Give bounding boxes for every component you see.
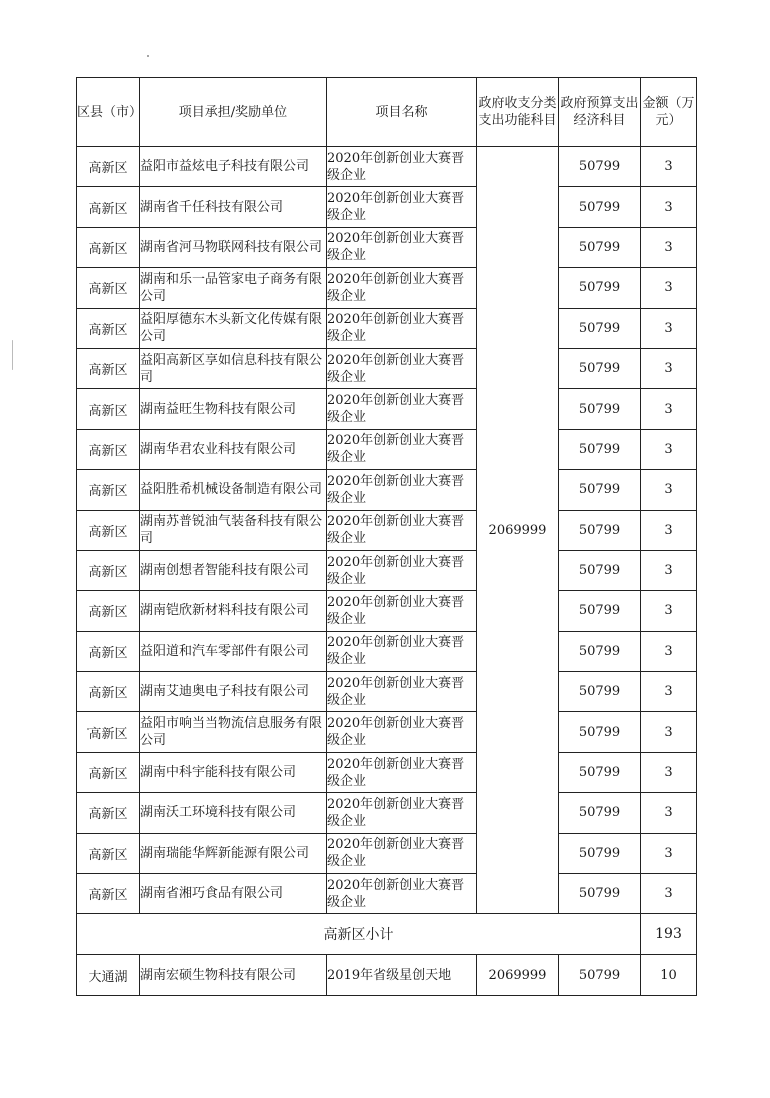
district-cell: 高新区 (77, 268, 140, 308)
table-row (77, 550, 697, 590)
district-cell: 高新区 (77, 631, 140, 671)
unit-cell: 湖南铠欣新材料科技有限公司 (140, 591, 327, 631)
table-row (77, 793, 697, 833)
table-row (77, 470, 697, 510)
table-row (77, 268, 697, 308)
district-cell: 高新区 (77, 227, 140, 267)
econ-code-cell: 50799 (559, 550, 641, 590)
econ-code-cell: 50799 (559, 712, 641, 752)
subtotal-row (77, 914, 697, 955)
amount-cell: 3 (641, 510, 697, 550)
district-cell: 高新区 (77, 874, 140, 914)
table-row (77, 187, 697, 227)
unit-cell: 湖南省湘巧食品有限公司 (140, 874, 327, 914)
district-cell: 高新区 (77, 672, 140, 712)
econ-code-cell: 50799 (559, 308, 641, 348)
table-row (77, 429, 697, 469)
header-row (77, 78, 697, 147)
econ-code-cell: 50799 (559, 268, 641, 308)
func-code-merged-cell: 2069999 (477, 147, 559, 914)
district-cell: 高新区 (77, 470, 140, 510)
unit-cell: 湖南华君农业科技有限公司 (140, 429, 327, 469)
project-cell: 2020年创新创业大赛晋级企业 (327, 187, 477, 227)
unit-cell: 湖南宏硕生物科技有限公司 (140, 955, 327, 996)
unit-cell: 湖南沃工环境科技有限公司 (140, 793, 327, 833)
econ-code-cell: 50799 (559, 672, 641, 712)
district-cell: 大通湖 (77, 955, 140, 996)
project-cell: 2020年创新创业大赛晋级企业 (327, 793, 477, 833)
project-cell: 2020年创新创业大赛晋级企业 (327, 591, 477, 631)
econ-code-cell: 50799 (559, 874, 641, 914)
table-row (77, 672, 697, 712)
project-cell: 2020年创新创业大赛晋级企业 (327, 147, 477, 187)
amount-cell: 3 (641, 187, 697, 227)
district-cell: 高新区 (77, 389, 140, 429)
unit-cell: 益阳胜希机械设备制造有限公司 (140, 470, 327, 510)
project-cell: 2020年创新创业大赛晋级企业 (327, 752, 477, 792)
district-cell: 高新区 (77, 348, 140, 388)
header-unit: 项目承担/奖励单位 (140, 78, 327, 147)
econ-code-cell: 50799 (559, 752, 641, 792)
table-row (77, 712, 697, 752)
project-cell: 2020年创新创业大赛晋级企业 (327, 510, 477, 550)
unit-cell: 湖南省河马物联网科技有限公司 (140, 227, 327, 267)
unit-cell: 益阳高新区享如信息科技有限公司 (140, 348, 327, 388)
unit-cell: 湖南省千任科技有限公司 (140, 187, 327, 227)
funding-table (76, 77, 697, 996)
unit-cell: 湖南中科宇能科技有限公司 (140, 752, 327, 792)
amount-cell: 3 (641, 550, 697, 590)
district-cell: 高新区 (77, 308, 140, 348)
district-cell: 高新区 (77, 833, 140, 873)
subtotal-label: 高新区小计 (77, 914, 641, 955)
unit-cell: 益阳市益炫电子科技有限公司 (140, 147, 327, 187)
project-cell: 2020年创新创业大赛晋级企业 (327, 712, 477, 752)
amount-cell: 3 (641, 874, 697, 914)
project-cell: 2020年创新创业大赛晋级企业 (327, 672, 477, 712)
econ-code-cell: 50799 (559, 793, 641, 833)
table-row (77, 348, 697, 388)
amount-cell: 3 (641, 308, 697, 348)
amount-cell: 3 (641, 147, 697, 187)
district-cell: 高新区 (77, 429, 140, 469)
header-project: 项目名称 (327, 78, 477, 147)
header-econ-code: 政府预算支出经济科目 (559, 78, 641, 147)
header-amount: 金额（万元） (641, 78, 697, 147)
econ-code-cell: 50799 (559, 510, 641, 550)
table-row (77, 308, 697, 348)
project-cell: 2020年创新创业大赛晋级企业 (327, 550, 477, 590)
project-cell: 2020年创新创业大赛晋级企业 (327, 268, 477, 308)
district-cell: 高新区 (77, 187, 140, 227)
econ-code-cell: 50799 (559, 955, 641, 996)
project-cell: 2020年创新创业大赛晋级企业 (327, 874, 477, 914)
project-cell: 2020年创新创业大赛晋级企业 (327, 631, 477, 671)
table-row (77, 510, 697, 550)
econ-code-cell: 50799 (559, 147, 641, 187)
econ-code-cell: 50799 (559, 429, 641, 469)
unit-cell: 湖南和乐一品管家电子商务有限公司 (140, 268, 327, 308)
amount-cell: 3 (641, 470, 697, 510)
econ-code-cell: 50799 (559, 389, 641, 429)
amount-cell: 3 (641, 712, 697, 752)
table-row (77, 147, 697, 187)
table-row (77, 955, 697, 996)
unit-cell: 湖南创想者智能科技有限公司 (140, 550, 327, 590)
econ-code-cell: 50799 (559, 631, 641, 671)
district-cell: 高新区 (77, 510, 140, 550)
unit-cell: 益阳市响当当物流信息服务有限公司 (140, 712, 327, 752)
project-cell: 2020年创新创业大赛晋级企业 (327, 429, 477, 469)
table-body (77, 147, 697, 996)
project-cell: 2020年创新创业大赛晋级企业 (327, 227, 477, 267)
amount-cell: 3 (641, 227, 697, 267)
project-cell: 2020年创新创业大赛晋级企业 (327, 833, 477, 873)
header-func-code: 政府收支分类支出功能科目 (477, 78, 559, 147)
econ-code-cell: 50799 (559, 187, 641, 227)
scan-speck (147, 55, 149, 57)
project-cell: 2020年创新创业大赛晋级企业 (327, 389, 477, 429)
amount-cell: 3 (641, 591, 697, 631)
econ-code-cell: 50799 (559, 470, 641, 510)
econ-code-cell: 50799 (559, 227, 641, 267)
scan-mark (12, 340, 13, 370)
econ-code-cell: 50799 (559, 348, 641, 388)
unit-cell: 湖南瑞能华辉新能源有限公司 (140, 833, 327, 873)
project-cell: 2020年创新创业大赛晋级企业 (327, 348, 477, 388)
amount-cell: 10 (641, 955, 697, 996)
amount-cell: 3 (641, 752, 697, 792)
unit-cell: 益阳道和汽车零部件有限公司 (140, 631, 327, 671)
amount-cell: 3 (641, 631, 697, 671)
district-cell: 高新区 (77, 591, 140, 631)
func-code-cell: 2069999 (477, 955, 559, 996)
project-cell: 2020年创新创业大赛晋级企业 (327, 470, 477, 510)
table-row (77, 631, 697, 671)
amount-cell: 3 (641, 348, 697, 388)
table-row (77, 227, 697, 267)
project-cell: 2020年创新创业大赛晋级企业 (327, 308, 477, 348)
table-row (77, 389, 697, 429)
table-row (77, 752, 697, 792)
table-row (77, 591, 697, 631)
unit-cell: 湖南益旺生物科技有限公司 (140, 389, 327, 429)
amount-cell: 3 (641, 268, 697, 308)
district-cell: 高新区 (77, 712, 140, 752)
district-cell: 高新区 (77, 752, 140, 792)
subtotal-amount: 193 (641, 914, 697, 955)
table-row (77, 833, 697, 873)
district-cell: 高新区 (77, 550, 140, 590)
unit-cell: 湖南苏普锐油气装备科技有限公司 (140, 510, 327, 550)
econ-code-cell: 50799 (559, 833, 641, 873)
amount-cell: 3 (641, 389, 697, 429)
project-cell: 2019年省级星创天地 (327, 955, 477, 996)
econ-code-cell: 50799 (559, 591, 641, 631)
header-district: 区县（市） (77, 78, 140, 147)
amount-cell: 3 (641, 672, 697, 712)
unit-cell: 湖南艾迪奥电子科技有限公司 (140, 672, 327, 712)
amount-cell: 3 (641, 793, 697, 833)
table-row (77, 874, 697, 914)
amount-cell: 3 (641, 429, 697, 469)
district-cell: 高新区 (77, 793, 140, 833)
unit-cell: 益阳厚德东木头新文化传媒有限公司 (140, 308, 327, 348)
amount-cell: 3 (641, 833, 697, 873)
district-cell: 高新区 (77, 147, 140, 187)
